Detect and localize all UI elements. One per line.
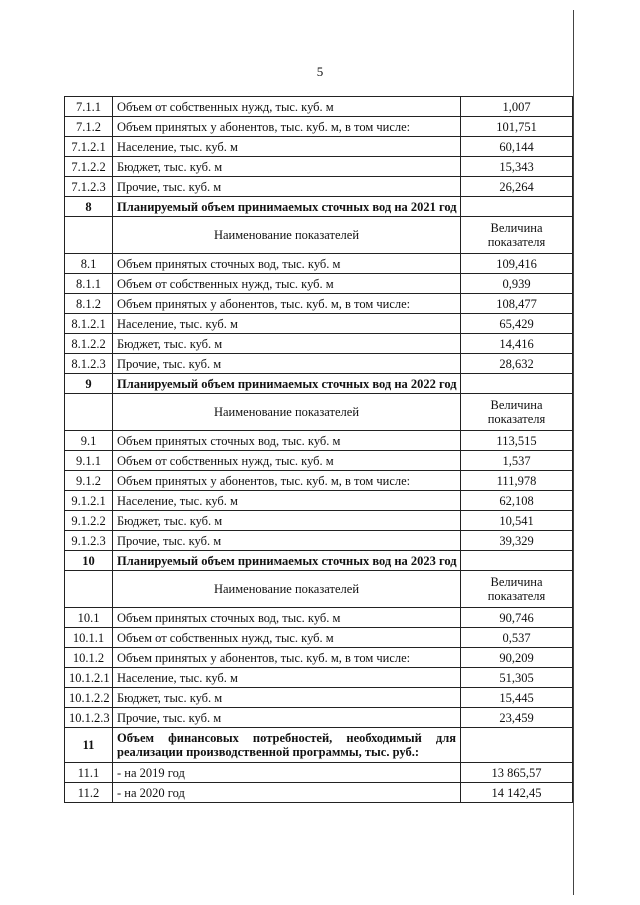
row-name-cell: Объем принятых у абонентов, тыс. куб. м, в том числе: — [113, 648, 461, 668]
row-value-cell: 0,939 — [461, 274, 573, 294]
row-name-cell: Прочие, тыс. куб. м — [113, 708, 461, 728]
row-code-cell: 10.1.1 — [65, 628, 113, 648]
row-value-cell: 10,541 — [461, 511, 573, 531]
column-header-row — [65, 571, 573, 608]
row-code-cell: 8.1.1 — [65, 274, 113, 294]
table-row — [65, 451, 573, 471]
row-value-cell: 90,209 — [461, 648, 573, 668]
indicators-table — [64, 96, 573, 803]
row-code-cell: 9.1.2.1 — [65, 491, 113, 511]
table-row — [65, 511, 573, 531]
row-name-cell: Прочие, тыс. куб. м — [113, 177, 461, 197]
row-name-cell: - на 2019 год — [113, 763, 461, 783]
row-name-cell: Наименование показателей — [113, 394, 461, 431]
table-row — [65, 648, 573, 668]
table-row — [65, 157, 573, 177]
row-name-cell: Объем принятых у абонентов, тыс. куб. м, в том числе: — [113, 117, 461, 137]
row-code-cell: 9.1 — [65, 431, 113, 451]
row-code-cell: 11.1 — [65, 763, 113, 783]
row-name-cell: Объем принятых сточных вод, тыс. куб. м — [113, 608, 461, 628]
row-value-cell: 60,144 — [461, 137, 573, 157]
table-row — [65, 137, 573, 157]
row-value-cell: 14 142,45 — [461, 783, 573, 803]
row-name-cell: Наименование показателей — [113, 217, 461, 254]
row-name-cell: Объем принятых сточных вод, тыс. куб. м — [113, 431, 461, 451]
table-row — [65, 294, 573, 314]
row-value-cell: 51,305 — [461, 668, 573, 688]
row-value-cell: 113,515 — [461, 431, 573, 451]
section-row — [65, 728, 573, 763]
table-row — [65, 117, 573, 137]
row-name-cell: - на 2020 год — [113, 783, 461, 803]
row-value-cell: 109,416 — [461, 254, 573, 274]
page-edge-line — [573, 10, 574, 895]
row-name-cell: Бюджет, тыс. куб. м — [113, 334, 461, 354]
row-code-cell: 11.2 — [65, 783, 113, 803]
row-value-cell: 62,108 — [461, 491, 573, 511]
row-code-cell: 8.1.2.3 — [65, 354, 113, 374]
table-row — [65, 688, 573, 708]
row-value-cell — [461, 551, 573, 571]
row-value-cell: Величина показателя — [461, 394, 573, 431]
row-value-cell: 23,459 — [461, 708, 573, 728]
row-value-cell: Величина показателя — [461, 571, 573, 608]
row-value-cell — [461, 728, 573, 763]
row-value-cell — [461, 374, 573, 394]
row-value-cell: 111,978 — [461, 471, 573, 491]
row-code-cell — [65, 571, 113, 608]
row-code-cell: 9.1.2.3 — [65, 531, 113, 551]
row-code-cell: 10.1.2.2 — [65, 688, 113, 708]
row-name-cell: Объем принятых у абонентов, тыс. куб. м, в том числе: — [113, 471, 461, 491]
row-code-cell: 10 — [65, 551, 113, 571]
row-value-cell: 101,751 — [461, 117, 573, 137]
row-name-cell: Объем финансовых потребностей, необходимый для реализации производственной программы, тыс. руб.: — [113, 728, 461, 763]
row-name-cell: Объем от собственных нужд, тыс. куб. м — [113, 97, 461, 117]
row-name-cell: Бюджет, тыс. куб. м — [113, 688, 461, 708]
row-name-cell: Население, тыс. куб. м — [113, 668, 461, 688]
row-code-cell: 8.1.2.1 — [65, 314, 113, 334]
row-value-cell: Величина показателя — [461, 217, 573, 254]
column-header-row — [65, 394, 573, 431]
page-number: 5 — [316, 64, 324, 79]
row-code-cell: 10.1 — [65, 608, 113, 628]
table-row — [65, 354, 573, 374]
row-name-cell: Объем от собственных нужд, тыс. куб. м — [113, 274, 461, 294]
table-row — [65, 334, 573, 354]
column-header-row — [65, 217, 573, 254]
row-code-cell: 10.1.2.3 — [65, 708, 113, 728]
row-code-cell: 8.1.2 — [65, 294, 113, 314]
section-row — [65, 551, 573, 571]
row-name-cell: Бюджет, тыс. куб. м — [113, 157, 461, 177]
row-value-cell: 28,632 — [461, 354, 573, 374]
row-value-cell — [461, 197, 573, 217]
table-row — [65, 531, 573, 551]
table-row — [65, 628, 573, 648]
row-value-cell: 65,429 — [461, 314, 573, 334]
row-value-cell: 15,445 — [461, 688, 573, 708]
row-name-cell: Объем от собственных нужд, тыс. куб. м — [113, 451, 461, 471]
table-row — [65, 708, 573, 728]
row-name-cell: Планируемый объем принимаемых сточных вод на 2022 год — [113, 374, 461, 394]
row-value-cell: 26,264 — [461, 177, 573, 197]
row-value-cell: 15,343 — [461, 157, 573, 177]
indicators-table-body — [65, 97, 573, 803]
table-row — [65, 274, 573, 294]
table-row — [65, 668, 573, 688]
row-code-cell: 8.1.2.2 — [65, 334, 113, 354]
row-code-cell: 7.1.2 — [65, 117, 113, 137]
row-code-cell — [65, 394, 113, 431]
table-row — [65, 177, 573, 197]
table-row — [65, 763, 573, 783]
table-row — [65, 314, 573, 334]
row-code-cell: 9 — [65, 374, 113, 394]
table-row — [65, 254, 573, 274]
section-row — [65, 197, 573, 217]
row-value-cell: 108,477 — [461, 294, 573, 314]
row-name-cell: Население, тыс. куб. м — [113, 314, 461, 334]
row-value-cell: 1,537 — [461, 451, 573, 471]
row-value-cell: 1,007 — [461, 97, 573, 117]
row-code-cell: 7.1.1 — [65, 97, 113, 117]
row-name-cell: Объем принятых сточных вод, тыс. куб. м — [113, 254, 461, 274]
row-code-cell: 7.1.2.1 — [65, 137, 113, 157]
row-code-cell — [65, 217, 113, 254]
table-row — [65, 608, 573, 628]
row-name-cell: Население, тыс. куб. м — [113, 491, 461, 511]
row-name-cell: Планируемый объем принимаемых сточных вод на 2023 год — [113, 551, 461, 571]
table-row — [65, 783, 573, 803]
row-code-cell: 7.1.2.2 — [65, 157, 113, 177]
row-name-cell: Объем от собственных нужд, тыс. куб. м — [113, 628, 461, 648]
table-row — [65, 431, 573, 451]
row-value-cell: 0,537 — [461, 628, 573, 648]
row-code-cell: 9.1.2.2 — [65, 511, 113, 531]
row-code-cell: 8.1 — [65, 254, 113, 274]
row-name-cell: Объем принятых у абонентов, тыс. куб. м, в том числе: — [113, 294, 461, 314]
table-row — [65, 491, 573, 511]
row-name-cell: Прочие, тыс. куб. м — [113, 354, 461, 374]
row-name-cell: Население, тыс. куб. м — [113, 137, 461, 157]
row-value-cell: 13 865,57 — [461, 763, 573, 783]
row-code-cell: 10.1.2 — [65, 648, 113, 668]
row-name-cell: Прочие, тыс. куб. м — [113, 531, 461, 551]
table-row — [65, 471, 573, 491]
row-name-cell: Бюджет, тыс. куб. м — [113, 511, 461, 531]
row-value-cell: 39,329 — [461, 531, 573, 551]
row-name-cell: Наименование показателей — [113, 571, 461, 608]
section-row — [65, 374, 573, 394]
row-value-cell: 14,416 — [461, 334, 573, 354]
row-code-cell: 10.1.2.1 — [65, 668, 113, 688]
row-code-cell: 9.1.2 — [65, 471, 113, 491]
row-code-cell: 8 — [65, 197, 113, 217]
row-value-cell: 90,746 — [461, 608, 573, 628]
row-code-cell: 7.1.2.3 — [65, 177, 113, 197]
row-code-cell: 9.1.1 — [65, 451, 113, 471]
row-code-cell: 11 — [65, 728, 113, 763]
table-row — [65, 97, 573, 117]
row-name-cell: Планируемый объем принимаемых сточных вод на 2021 год — [113, 197, 461, 217]
